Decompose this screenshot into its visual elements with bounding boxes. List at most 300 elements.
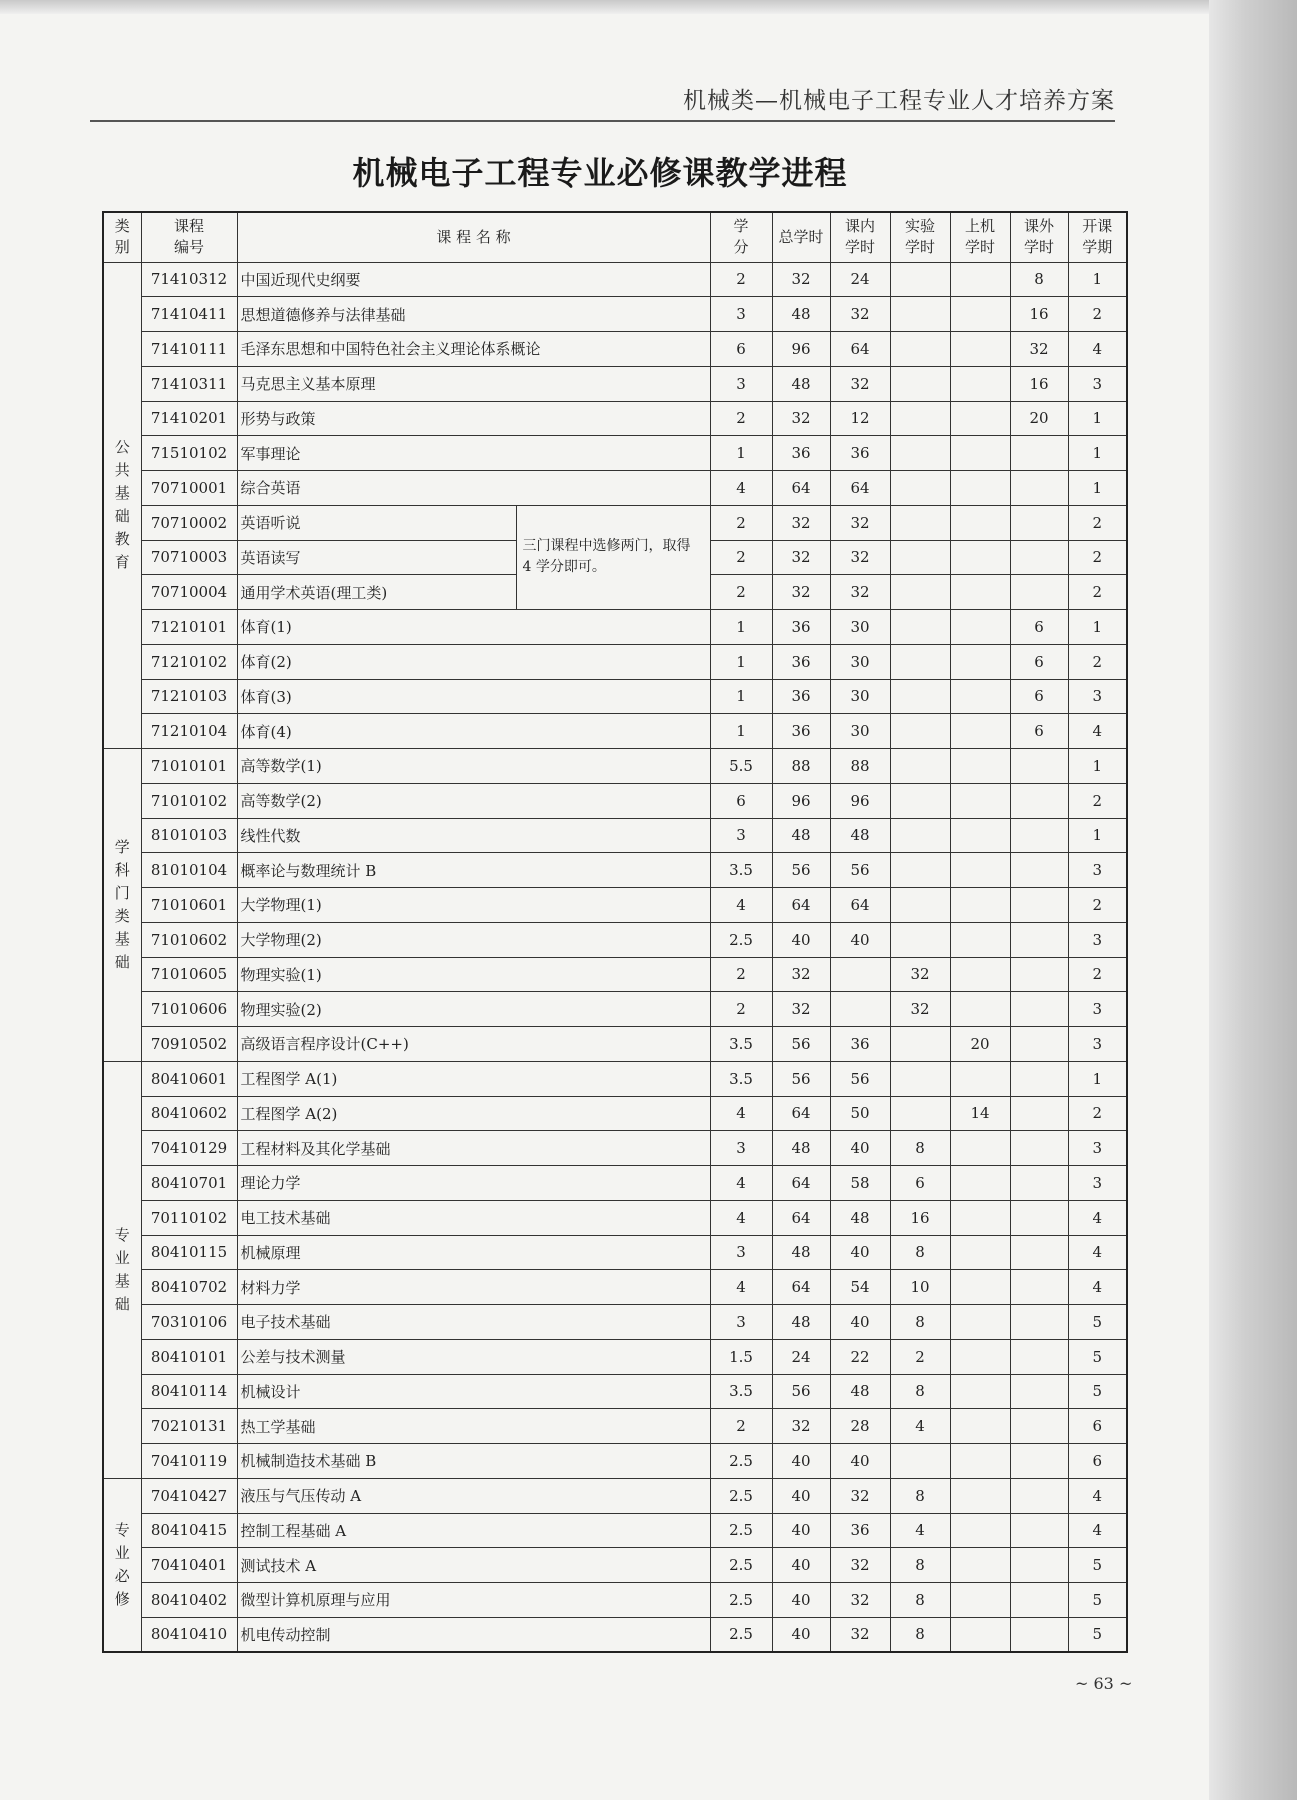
category-cell: 专 业 基 础 [103, 1061, 141, 1478]
code-cell: 80410402 [141, 1583, 237, 1618]
computer-cell [950, 1583, 1010, 1618]
name-cell: 机械原理 [237, 1235, 710, 1270]
name-cell: 英语听说 [237, 505, 516, 540]
name-cell: 工程图学 A(2) [237, 1096, 710, 1131]
extra-cell [1010, 1548, 1068, 1583]
name-cell: 测试技术 A [237, 1548, 710, 1583]
name-cell: 控制工程基础 A [237, 1513, 710, 1548]
extra-cell [1010, 1096, 1068, 1131]
code-cell: 70410129 [141, 1131, 237, 1166]
semester-cell: 5 [1068, 1305, 1127, 1340]
semester-cell: 2 [1068, 644, 1127, 679]
semester-cell: 4 [1068, 1478, 1127, 1513]
table-row [103, 297, 1127, 332]
header-rule [90, 120, 1115, 122]
computer-cell [950, 1131, 1010, 1166]
semester-cell: 4 [1068, 332, 1127, 367]
total-cell: 32 [772, 992, 830, 1027]
extra-cell [1010, 1374, 1068, 1409]
computer-cell [950, 1478, 1010, 1513]
lab-cell [890, 610, 950, 645]
computer-cell [950, 1339, 1010, 1374]
total-cell: 40 [772, 1548, 830, 1583]
computer-cell [950, 436, 1010, 471]
credit-cell: 3 [710, 818, 772, 853]
extra-cell [1010, 1200, 1068, 1235]
name-cell: 高级语言程序设计(C++) [237, 1027, 710, 1062]
lab-cell: 10 [890, 1270, 950, 1305]
name-cell: 公差与技术测量 [237, 1339, 710, 1374]
page-number: ~ 63 ~ [1075, 1674, 1133, 1693]
table-row [103, 922, 1127, 957]
code-cell: 80410602 [141, 1096, 237, 1131]
name-cell: 物理实验(2) [237, 992, 710, 1027]
lab-cell [890, 505, 950, 540]
code-cell: 71010102 [141, 783, 237, 818]
lab-cell [890, 1027, 950, 1062]
name-cell: 微型计算机原理与应用 [237, 1583, 710, 1618]
computer-cell: 14 [950, 1096, 1010, 1131]
credit-cell: 1 [710, 610, 772, 645]
code-cell: 70210131 [141, 1409, 237, 1444]
computer-cell [950, 1444, 1010, 1479]
semester-cell: 2 [1068, 575, 1127, 610]
table-row [103, 853, 1127, 888]
table-row [103, 1131, 1127, 1166]
lab-cell [890, 436, 950, 471]
lab-cell [890, 540, 950, 575]
computer-cell: 20 [950, 1027, 1010, 1062]
code-cell: 81010103 [141, 818, 237, 853]
credit-cell: 4 [710, 888, 772, 923]
table-row [103, 1096, 1127, 1131]
credit-cell: 3 [710, 1235, 772, 1270]
semester-cell: 5 [1068, 1548, 1127, 1583]
lab-cell: 32 [890, 957, 950, 992]
lab-cell [890, 679, 950, 714]
semester-cell: 6 [1068, 1444, 1127, 1479]
computer-cell [950, 262, 1010, 297]
class-cell: 36 [830, 1027, 890, 1062]
computer-cell [950, 783, 1010, 818]
code-cell: 80410701 [141, 1166, 237, 1201]
computer-cell [950, 888, 1010, 923]
name-cell: 通用学术英语(理工类) [237, 575, 516, 610]
computer-cell [950, 1548, 1010, 1583]
name-cell: 综合英语 [237, 471, 710, 506]
lab-cell [890, 714, 950, 749]
lab-cell [890, 1096, 950, 1131]
total-cell: 32 [772, 957, 830, 992]
code-cell: 71410311 [141, 366, 237, 401]
class-cell: 36 [830, 1513, 890, 1548]
semester-cell: 3 [1068, 366, 1127, 401]
extra-cell [1010, 783, 1068, 818]
code-cell: 70710004 [141, 575, 237, 610]
class-cell: 32 [830, 1583, 890, 1618]
computer-cell [950, 957, 1010, 992]
credit-cell: 3 [710, 1131, 772, 1166]
class-cell: 30 [830, 679, 890, 714]
semester-cell: 2 [1068, 888, 1127, 923]
name-cell: 大学物理(2) [237, 922, 710, 957]
code-cell: 70110102 [141, 1200, 237, 1235]
name-cell: 军事理论 [237, 436, 710, 471]
computer-cell [950, 540, 1010, 575]
total-cell: 64 [772, 1096, 830, 1131]
semester-cell: 5 [1068, 1583, 1127, 1618]
category-cell: 公 共 基 础 教 育 [103, 262, 141, 749]
table-row [103, 262, 1127, 297]
credit-cell: 1 [710, 436, 772, 471]
name-cell: 思想道德修养与法律基础 [237, 297, 710, 332]
code-cell: 70410401 [141, 1548, 237, 1583]
lab-cell [890, 262, 950, 297]
credit-cell: 5.5 [710, 749, 772, 784]
semester-cell: 4 [1068, 714, 1127, 749]
semester-cell: 3 [1068, 853, 1127, 888]
semester-cell: 2 [1068, 783, 1127, 818]
class-cell: 32 [830, 575, 890, 610]
class-cell [830, 992, 890, 1027]
total-cell: 64 [772, 888, 830, 923]
table-row [103, 1235, 1127, 1270]
name-cell: 体育(1) [237, 610, 710, 645]
extra-cell: 16 [1010, 297, 1068, 332]
credit-cell: 2.5 [710, 922, 772, 957]
class-cell: 36 [830, 436, 890, 471]
lab-cell [890, 471, 950, 506]
name-cell: 热工学基础 [237, 1409, 710, 1444]
total-cell: 48 [772, 1235, 830, 1270]
extra-cell [1010, 1166, 1068, 1201]
credit-cell: 2.5 [710, 1583, 772, 1618]
table-row [103, 644, 1127, 679]
name-cell: 材料力学 [237, 1270, 710, 1305]
semester-cell: 1 [1068, 262, 1127, 297]
code-cell: 80410114 [141, 1374, 237, 1409]
lab-cell [890, 783, 950, 818]
extra-cell [1010, 505, 1068, 540]
code-cell: 71510102 [141, 436, 237, 471]
name-cell: 线性代数 [237, 818, 710, 853]
table-row [103, 957, 1127, 992]
computer-cell [950, 1305, 1010, 1340]
total-cell: 64 [772, 1270, 830, 1305]
name-cell: 机电传动控制 [237, 1617, 710, 1652]
semester-cell: 2 [1068, 1096, 1127, 1131]
total-cell: 32 [772, 401, 830, 436]
total-cell: 56 [772, 1061, 830, 1096]
code-cell: 71410201 [141, 401, 237, 436]
page-title: 机械电子工程专业必修课教学进程 [352, 154, 848, 192]
extra-cell [1010, 1061, 1068, 1096]
extra-cell [1010, 471, 1068, 506]
lab-cell: 8 [890, 1235, 950, 1270]
table-row [103, 1270, 1127, 1305]
code-cell: 71410312 [141, 262, 237, 297]
name-cell: 电工技术基础 [237, 1200, 710, 1235]
col-name: 课 程 名 称 [237, 212, 710, 262]
credit-cell: 3 [710, 1305, 772, 1340]
computer-cell [950, 1409, 1010, 1444]
semester-cell: 1 [1068, 610, 1127, 645]
credit-cell: 4 [710, 1096, 772, 1131]
col-code: 课程 编号 [141, 212, 237, 262]
name-cell: 体育(4) [237, 714, 710, 749]
lab-cell [890, 853, 950, 888]
code-cell: 71010101 [141, 749, 237, 784]
lab-cell: 16 [890, 1200, 950, 1235]
computer-cell [950, 332, 1010, 367]
semester-cell: 4 [1068, 1513, 1127, 1548]
class-cell: 32 [830, 1617, 890, 1652]
col-computer-hours: 上机 学时 [950, 212, 1010, 262]
class-cell: 88 [830, 749, 890, 784]
credit-cell: 2 [710, 957, 772, 992]
lab-cell [890, 1061, 950, 1096]
semester-cell: 3 [1068, 1166, 1127, 1201]
class-cell: 32 [830, 540, 890, 575]
computer-cell [950, 610, 1010, 645]
extra-cell [1010, 957, 1068, 992]
lab-cell: 8 [890, 1583, 950, 1618]
table-row [103, 888, 1127, 923]
table-row [103, 610, 1127, 645]
credit-cell: 1 [710, 679, 772, 714]
class-cell: 40 [830, 1305, 890, 1340]
total-cell: 56 [772, 1374, 830, 1409]
semester-cell: 2 [1068, 505, 1127, 540]
name-cell: 中国近现代史纲要 [237, 262, 710, 297]
name-cell: 物理实验(1) [237, 957, 710, 992]
lab-cell [890, 1444, 950, 1479]
credit-cell: 2.5 [710, 1478, 772, 1513]
table-row [103, 1200, 1127, 1235]
code-cell: 71410111 [141, 332, 237, 367]
table-row [103, 1583, 1127, 1618]
extra-cell [1010, 818, 1068, 853]
col-semester: 开课 学期 [1068, 212, 1127, 262]
extra-cell [1010, 1305, 1068, 1340]
semester-cell: 2 [1068, 297, 1127, 332]
total-cell: 24 [772, 1339, 830, 1374]
code-cell: 70910502 [141, 1027, 237, 1062]
semester-cell: 2 [1068, 957, 1127, 992]
name-cell: 电子技术基础 [237, 1305, 710, 1340]
semester-cell: 1 [1068, 1061, 1127, 1096]
lab-cell: 4 [890, 1409, 950, 1444]
class-cell: 32 [830, 366, 890, 401]
code-cell: 70710001 [141, 471, 237, 506]
credit-cell: 4 [710, 1200, 772, 1235]
class-cell: 50 [830, 1096, 890, 1131]
running-header: 机械类—机械电子工程专业人才培养方案 [683, 88, 1115, 114]
credit-cell: 3 [710, 297, 772, 332]
code-cell: 80410410 [141, 1617, 237, 1652]
code-cell: 71010602 [141, 922, 237, 957]
total-cell: 40 [772, 1617, 830, 1652]
semester-cell: 3 [1068, 922, 1127, 957]
credit-cell: 4 [710, 1270, 772, 1305]
computer-cell [950, 1166, 1010, 1201]
table-row [103, 1548, 1127, 1583]
class-cell: 30 [830, 714, 890, 749]
table-row [103, 679, 1127, 714]
computer-cell [950, 853, 1010, 888]
code-cell: 80410115 [141, 1235, 237, 1270]
credit-cell: 4 [710, 1166, 772, 1201]
class-cell: 32 [830, 297, 890, 332]
semester-cell: 3 [1068, 992, 1127, 1027]
semester-cell: 1 [1068, 818, 1127, 853]
computer-cell [950, 679, 1010, 714]
class-cell [830, 957, 890, 992]
lab-cell [890, 644, 950, 679]
credit-cell: 1 [710, 644, 772, 679]
table-row [103, 332, 1127, 367]
class-cell: 12 [830, 401, 890, 436]
total-cell: 56 [772, 853, 830, 888]
class-cell: 32 [830, 1548, 890, 1583]
name-cell: 液压与气压传动 A [237, 1478, 710, 1513]
total-cell: 32 [772, 575, 830, 610]
total-cell: 96 [772, 332, 830, 367]
total-cell: 48 [772, 1131, 830, 1166]
class-cell: 40 [830, 1235, 890, 1270]
lab-cell: 8 [890, 1374, 950, 1409]
class-cell: 30 [830, 644, 890, 679]
class-cell: 24 [830, 262, 890, 297]
code-cell: 71010605 [141, 957, 237, 992]
total-cell: 48 [772, 297, 830, 332]
credit-cell: 2 [710, 262, 772, 297]
lab-cell: 8 [890, 1131, 950, 1166]
table-row [103, 1374, 1127, 1409]
table-row [103, 1617, 1127, 1652]
code-cell: 71410411 [141, 297, 237, 332]
computer-cell [950, 401, 1010, 436]
total-cell: 40 [772, 922, 830, 957]
col-category: 类 别 [103, 212, 141, 262]
extra-cell [1010, 540, 1068, 575]
total-cell: 40 [772, 1583, 830, 1618]
computer-cell [950, 1061, 1010, 1096]
class-cell: 40 [830, 1131, 890, 1166]
semester-cell: 3 [1068, 679, 1127, 714]
table-row [103, 471, 1127, 506]
class-cell: 28 [830, 1409, 890, 1444]
col-class-hours: 课内 学时 [830, 212, 890, 262]
computer-cell [950, 1617, 1010, 1652]
total-cell: 36 [772, 610, 830, 645]
header-row [103, 212, 1127, 262]
table-row [103, 1305, 1127, 1340]
lab-cell: 8 [890, 1478, 950, 1513]
credit-cell: 3 [710, 366, 772, 401]
lab-cell: 2 [890, 1339, 950, 1374]
code-cell: 80410601 [141, 1061, 237, 1096]
credit-cell: 1.5 [710, 1339, 772, 1374]
computer-cell [950, 505, 1010, 540]
semester-cell: 2 [1068, 540, 1127, 575]
computer-cell [950, 366, 1010, 401]
name-cell: 工程图学 A(1) [237, 1061, 710, 1096]
extra-cell: 6 [1010, 644, 1068, 679]
lab-cell: 32 [890, 992, 950, 1027]
code-cell: 80410702 [141, 1270, 237, 1305]
lab-cell [890, 332, 950, 367]
extra-cell [1010, 1339, 1068, 1374]
computer-cell [950, 575, 1010, 610]
total-cell: 32 [772, 505, 830, 540]
credit-cell: 4 [710, 471, 772, 506]
class-cell: 32 [830, 1478, 890, 1513]
lab-cell: 4 [890, 1513, 950, 1548]
semester-cell: 1 [1068, 749, 1127, 784]
credit-cell: 3.5 [710, 853, 772, 888]
code-cell: 80410415 [141, 1513, 237, 1548]
code-cell: 71210104 [141, 714, 237, 749]
total-cell: 32 [772, 262, 830, 297]
table-row [103, 366, 1127, 401]
total-cell: 64 [772, 1200, 830, 1235]
table-row [103, 1513, 1127, 1548]
extra-cell: 6 [1010, 610, 1068, 645]
extra-cell [1010, 1027, 1068, 1062]
class-cell: 64 [830, 471, 890, 506]
lab-cell: 8 [890, 1548, 950, 1583]
name-cell: 机械制造技术基础 B [237, 1444, 710, 1479]
credit-cell: 3.5 [710, 1061, 772, 1096]
code-cell: 81010104 [141, 853, 237, 888]
computer-cell [950, 818, 1010, 853]
credit-cell: 6 [710, 332, 772, 367]
total-cell: 36 [772, 714, 830, 749]
lab-cell [890, 888, 950, 923]
computer-cell [950, 1200, 1010, 1235]
total-cell: 36 [772, 679, 830, 714]
extra-cell [1010, 1583, 1068, 1618]
class-cell: 64 [830, 332, 890, 367]
class-cell: 56 [830, 853, 890, 888]
total-cell: 64 [772, 1166, 830, 1201]
col-extra-hours: 课外 学时 [1010, 212, 1068, 262]
class-cell: 54 [830, 1270, 890, 1305]
name-cell: 高等数学(1) [237, 749, 710, 784]
semester-cell: 4 [1068, 1270, 1127, 1305]
computer-cell [950, 992, 1010, 1027]
class-cell: 96 [830, 783, 890, 818]
table-row [103, 818, 1127, 853]
course-rows [103, 262, 1127, 1652]
name-cell: 体育(2) [237, 644, 710, 679]
semester-cell: 1 [1068, 401, 1127, 436]
name-cell: 毛泽东思想和中国特色社会主义理论体系概论 [237, 332, 710, 367]
computer-cell [950, 714, 1010, 749]
computer-cell [950, 1374, 1010, 1409]
extra-cell [1010, 1617, 1068, 1652]
table-row [103, 1444, 1127, 1479]
extra-cell [1010, 1513, 1068, 1548]
class-cell: 48 [830, 1374, 890, 1409]
class-cell: 48 [830, 818, 890, 853]
computer-cell [950, 922, 1010, 957]
computer-cell [950, 297, 1010, 332]
class-cell: 64 [830, 888, 890, 923]
lab-cell [890, 366, 950, 401]
name-cell: 英语读写 [237, 540, 516, 575]
